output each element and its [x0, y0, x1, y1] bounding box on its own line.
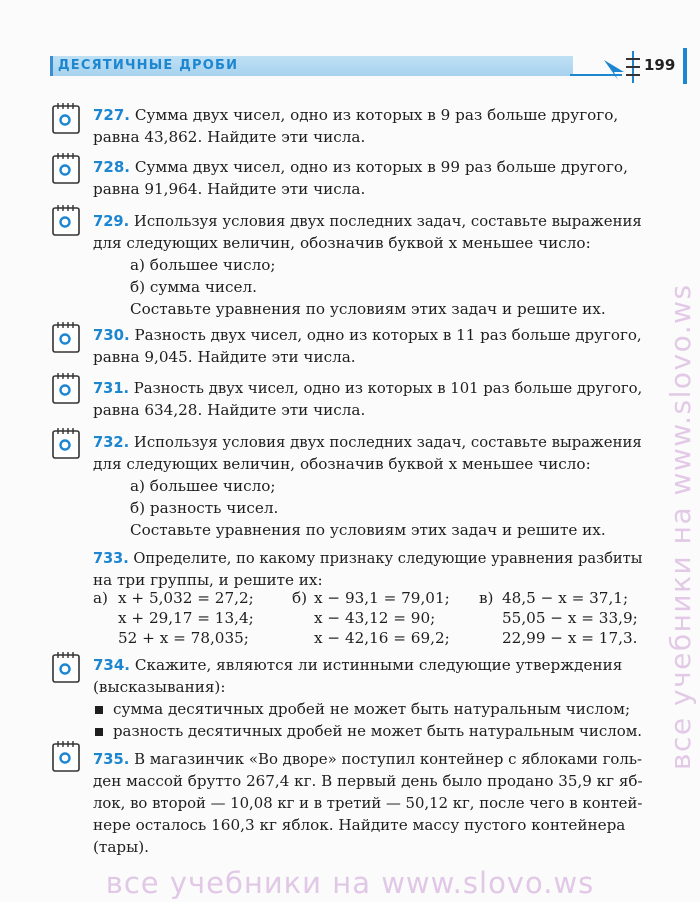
- problem-730-line-2: равна 9,045. Найдите эти числа.: [93, 348, 356, 366]
- bullet-icon: [95, 728, 103, 736]
- page-header: [50, 48, 676, 84]
- problem-734-line-2: (высказывания):: [93, 678, 226, 696]
- problem-727-line-2: равна 43,862. Найдите эти числа.: [93, 128, 366, 146]
- problem-732-line-1: 732. Используя условия двух последних задач, составьте выражения: [93, 433, 642, 451]
- equation-label-c: в): [479, 589, 494, 607]
- problem-729-item-b: б) сумма чисел.: [130, 278, 257, 296]
- problem-number: 734.: [93, 656, 131, 674]
- problem-732-item-b: б) разность чисел.: [130, 499, 279, 517]
- problem-727-line-1: 727. Сумма двух чисел, одно из которых в 9 раз больше другого,: [93, 106, 619, 124]
- problem-728-line-2: равна 91,964. Найдите эти числа.: [93, 180, 366, 198]
- equation-label-a: а): [93, 589, 108, 607]
- bullet-icon: [95, 706, 103, 714]
- problem-735-line-1: 735. В магазинчик «Во дворе» поступил контейнер с яблоками голь-: [93, 750, 643, 768]
- problem-729-item-a: а) большее число;: [130, 256, 276, 274]
- notebook-icon: [52, 428, 80, 459]
- problem-732-line-2: для следующих величин, обозначив буквой x меньшее число:: [93, 455, 591, 473]
- problem-734-line-1: 734. Скажите, являются ли истинными следующие утверждения: [93, 656, 623, 674]
- page-number: 199: [644, 56, 676, 74]
- notebook-icon: [52, 373, 80, 404]
- problem-732-line-5: Составьте уравнения по условиям этих задач и решите их.: [130, 521, 606, 539]
- problem-735-line-3: лок, во второй — 10,08 кг и в третий — 50,12 кг, после чего в контей-: [93, 794, 643, 812]
- problem-729-line-1: 729. Используя условия двух последних задач, составьте выражения: [93, 212, 642, 230]
- notebook-icon: [52, 205, 80, 236]
- problem-number: 728.: [93, 158, 131, 176]
- problem-730-line-1: 730. Разность двух чисел, одно из которых в 11 раз больше другого,: [93, 326, 642, 344]
- notebook-icon: [52, 741, 80, 772]
- equation: x − 93,1 = 79,01;: [314, 589, 450, 607]
- equation: x − 43,12 = 90;: [314, 609, 436, 627]
- problem-number: 733.: [93, 549, 129, 567]
- bottom-watermark: все учебники на www.slovo.ws: [105, 866, 595, 900]
- problem-728-line-1: 728. Сумма двух чисел, одно из которых в 99 раз больше другого,: [93, 158, 628, 176]
- side-watermark: все учебники на www.slovo.ws: [664, 283, 697, 770]
- problem-734-bullet-1: сумма десятичных дробей не может быть натуральным числом;: [113, 700, 631, 718]
- equation: x + 29,17 = 13,4;: [118, 609, 254, 627]
- problem-number: 732.: [93, 433, 130, 451]
- problem-729-line-5: Составьте уравнения по условиям этих задач и решите их.: [130, 300, 606, 318]
- problem-729-line-2: для следующих величин, обозначив буквой x меньшее число:: [93, 234, 591, 252]
- problem-number: 729.: [93, 212, 130, 230]
- problem-735-line-4: нере осталось 160,3 кг яблок. Найдите массу пустого контейнера: [93, 816, 626, 834]
- problem-number: 727.: [93, 106, 131, 124]
- problem-735-line-5: (тары).: [93, 838, 149, 856]
- equation-label-b: б): [292, 589, 308, 607]
- problem-733-line-2: на три группы, и решите их:: [93, 571, 323, 589]
- problem-731-line-1: 731. Разность двух чисел, одно из которых в 101 раз больше другого,: [93, 379, 643, 397]
- section-title: ДЕСЯТИЧНЫЕ ДРОБИ: [58, 58, 239, 73]
- equation: 55,05 − x = 33,9;: [502, 609, 638, 627]
- problem-733-line-1: 733. Определите, по какому признаку следующие уравнения разбиты: [93, 549, 643, 567]
- binding-icon: [623, 51, 643, 83]
- problem-number: 731.: [93, 379, 130, 397]
- equation: x − 42,16 = 69,2;: [314, 629, 450, 647]
- notebook-icon: [52, 652, 80, 683]
- notebook-icon: [52, 153, 80, 184]
- notebook-icon: [52, 103, 80, 134]
- problem-number: 730.: [93, 326, 130, 344]
- equation: 48,5 − x = 37,1;: [502, 589, 629, 607]
- equation: 52 + x = 78,035;: [118, 629, 249, 647]
- header-tab: [683, 48, 687, 84]
- problem-734-bullet-2: разность десятичных дробей не может быть натуральным числом.: [113, 722, 643, 740]
- equation: 22,99 − x = 17,3.: [502, 629, 638, 647]
- problem-735-line-2: ден массой брутто 267,4 кг. В первый день было продано 35,9 кг яб-: [93, 772, 643, 790]
- notebook-icon: [52, 322, 80, 353]
- equation: x + 5,032 = 27,2;: [118, 589, 254, 607]
- problem-732-item-a: а) большее число;: [130, 477, 276, 495]
- problem-731-line-2: равна 634,28. Найдите эти числа.: [93, 401, 366, 419]
- problem-number: 735.: [93, 750, 130, 768]
